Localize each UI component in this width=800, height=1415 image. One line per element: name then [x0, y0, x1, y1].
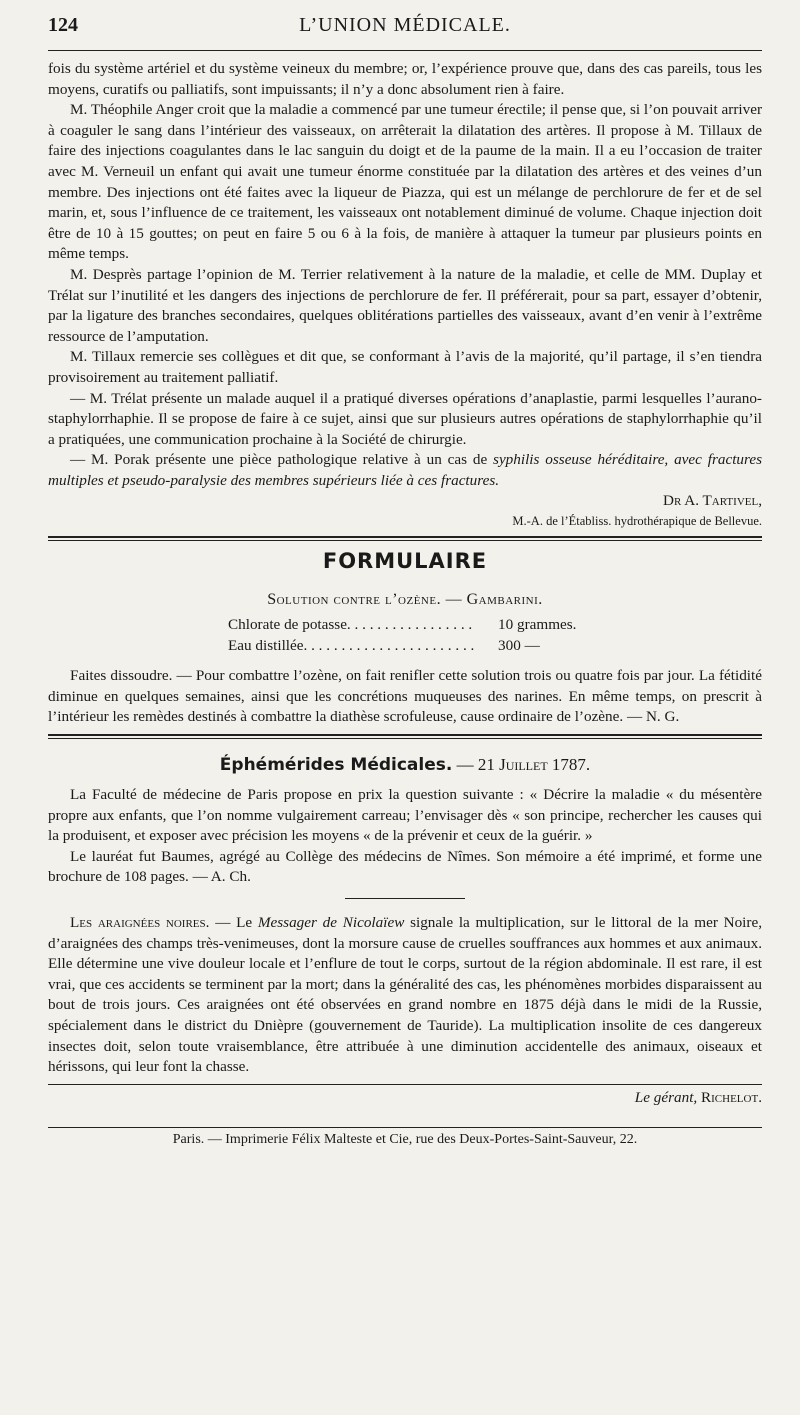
paragraph: M. Tillaux remercie ses collègues et dit que, se conformant à l’avis de la majorité, qu’il partage, il s’en tiendra provisoirement au traitement palliatif. — [48, 348, 762, 386]
imprint-line: Paris. — Imprimerie Félix Malteste et Cie, rue des Deux-Portes-Saint-Sauveur, 22. — [48, 1127, 762, 1148]
paragraph: M. Théophile Anger croit que la maladie a commencé par une tumeur érectile; il pense que, si l’on pouvait arriver à coaguler le sang dans l’intérieur des vaisseaux, on arrêterait la dilatation des artères. Il propose à M. Tillaux de faire des injections coagulantes dans le lac sanguin du doigt et de la paume de la main. Il a eu l’occasion de traiter avec M. Verneuil un enfant qui avait une tumeur énorme constituée par la dilatation des artères et des veines d’un membre. Des injections ont été faites avec la liqueur de Piazza, qui est un mélange de perchlorure de fer et de sel marin, et, sous l’influence de ce traitement, les vaisseaux ont notablement diminué de volume. Chaque injection doit être de 10 à 15 gouttes; on peut en faire 5 ou 6 à la fois, de manière à attaquer la tumeur par plusieurs points en même temps. — [48, 101, 762, 263]
recipe-quantity: 10 grammes. — [498, 616, 577, 634]
ephemerides-heading: Éphémérides Médicales. — [219, 755, 453, 776]
paragraph: fois du système artériel et du système veineux du membre; or, l’expérience prouve que, dans des cas pareils, tous les moyens, curatifs ou palliatifs, sont impuissants; il n’y a donc absolument rien à faire. — [48, 60, 762, 98]
section-divider — [48, 536, 762, 541]
recipe-table — [228, 615, 648, 656]
running-title: L’UNION MÉDICALE. — [299, 14, 511, 36]
gerant-line — [48, 1087, 762, 1109]
porak-italic: syphilis osseuse héréditaire, avec fractures multiples et pseudo-paralysie des membres supérieurs liée à ces fractures. — [48, 451, 762, 489]
paragraph: Le lauréat fut Baumes, agrégé au Collège des médecins de Nîmes. Son mémoire a été imprimé, et forme une brochure de 108 pages. — A. Ch. — [48, 847, 762, 886]
page-header — [48, 14, 762, 51]
ephemerides-date: — 21 Juillet 1787. — [456, 755, 591, 775]
footer-divider — [48, 1084, 762, 1085]
section-divider — [48, 734, 762, 739]
recipe-row — [228, 636, 648, 657]
araignees-body: signale la multiplication, sur le littoral de la mer Noire, d’araignées des champs très-venimeuses, dont la morsure cause de cruelles souffrances aux hommes et aux animaux. Elle détermine une vive douleur locale et l’enflure de tout le corps, surtout de la région abdominale. Il est rare, il est vrai, que ces accidents se terminent par la mort; dans la généralité des cas, les phénomènes morbides disparaissent au bout de trois jours. Ces araignées ont été observées en grand nombre en 1875 déjà dans le midi de la Russie, spécialement dans le district du Dnièpre (gouvernement de Tauride). La multiplication insolite de ces dangereux insectes doit, selon toute vraisemblance, être attribuée à une diminution accidentelle des animaux, oiseaux et hérissons, qui leur font la chasse. — [48, 914, 762, 1076]
recipe-row — [228, 615, 648, 636]
recipe-ingredient: Eau distillée. . . . . . . . . . . . . . . . . . . . . . . — [228, 636, 475, 654]
araignees-text — [48, 913, 762, 1078]
recipe-text-block — [48, 666, 762, 728]
signature-name: Dr A. Tartivel, — [662, 492, 762, 510]
paragraph: La Faculté de médecine de Paris propose en prix la question suivante : « Décrire la maladie « du mésentère propre aux enfants, que l’on nomme vulgairement carreau; l’envisager dès « son principe, rechercher les causes qui la produisent, et exposer avec précision les moyens « de la prévenir et ceux de la guérir. » — [48, 786, 762, 845]
araignees-lead: — Le — [209, 914, 258, 931]
paragraph-porak — [48, 450, 762, 491]
araignees-source: Messager de Nicolaïew — [257, 914, 405, 931]
section-title: FORMULAIRE — [322, 549, 488, 574]
ephemerides-text — [48, 785, 762, 888]
recipe-quantity: 300 — — [498, 636, 540, 654]
main-text — [48, 59, 762, 491]
paragraph: M. Desprès partage l’opinion de M. Terrier relativement à la nature de la maladie, et celle de MM. Duplay et Trélat sur l’inutilité et les dangers des injections de perchlorure de fer. Il préférerait, pour sa part, essayer d’obtenir, par la ligature des branches secondaires, quelques oblitérations partielles des vaisseaux, avant d’en venir à l’extrême ressource de l’amputation. — [48, 265, 762, 345]
recipe-ingredient: Chlorate de potasse. . . . . . . . . . . . . . . . . — [228, 616, 473, 634]
page-number: 124 — [48, 14, 78, 36]
recipe-title: Solution contre l’ozène. — Gambarini. — [267, 591, 543, 609]
gerant-label: Le gérant, — [634, 1088, 698, 1106]
araignees-heading: Les araignées noires. — [70, 914, 210, 931]
ephemerides-title — [48, 755, 762, 775]
paragraph: — M. Trélat présente un malade auquel il a pratiqué diverses opérations d’anaplastie, parmi lesquelles l’aurano-staphylorrhaphie. Il se propose de faire à ce sujet, ainsi que sur plusieurs autres opérations de staphylorrhaphie qu’il a pratiquées, une communication prochaine à la Société de chirurgie. — [48, 389, 762, 448]
short-divider — [345, 898, 465, 899]
gerant-name: Richelot. — [701, 1088, 762, 1106]
recipe-text: Faites dissoudre. — Pour combattre l’ozène, on fait renifler cette solution trois ou quatre fois par jour. La fétidité diminue en quelques semaines, ainsi que les concrétions muqueuses des narines. En même temps, on prescrit à l’intérieur les remèdes destinés à combattre la diathèse scrofuleuse, cause ordinaire de l’ozène. — N. G. — [48, 667, 762, 726]
porak-text: — M. Porak présente une pièce pathologique relative à un cas de — [70, 451, 494, 469]
paragraph-araignees — [48, 913, 762, 1078]
signature-role: M.-A. de l’Établiss. hydrothérapique de Bellevue. — [512, 514, 762, 529]
